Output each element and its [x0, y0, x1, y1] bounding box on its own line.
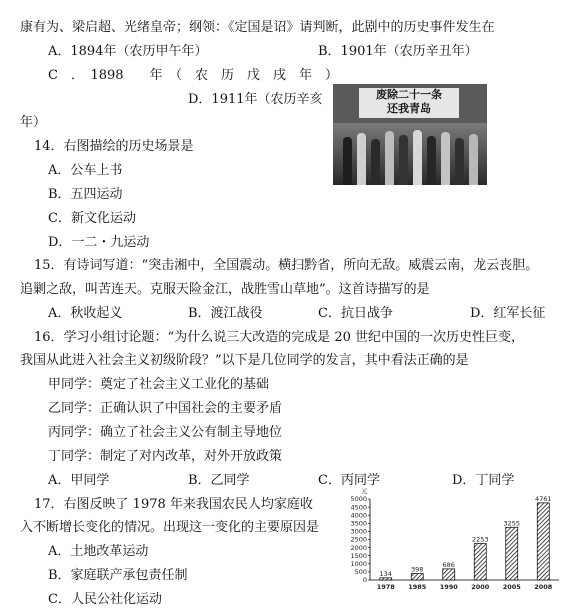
chart-x-tick-label: 1990 — [439, 583, 458, 591]
banner-line-1: 废除二十一条 — [376, 88, 442, 101]
chart-bar — [411, 574, 423, 580]
chart-data-label: 3255 — [503, 519, 521, 528]
chart-y-tick-label: 500 — [354, 568, 367, 577]
q14-option-d[interactable]: D．一二・九运动 — [48, 235, 150, 250]
chart-bar — [537, 503, 549, 580]
chart-y-tick-label: 1000 — [350, 560, 367, 568]
q14-stem: 14．右图描绘的历史场景是 — [34, 139, 194, 154]
q16-option-c[interactable]: C．丙同学 — [318, 473, 380, 488]
chart-x-tick-label: 2005 — [502, 583, 521, 591]
chart-x-tick-label: 1985 — [408, 583, 427, 591]
protest-banner — [359, 88, 459, 118]
chart-marks — [350, 495, 559, 591]
chart-x-tick-label: 2000 — [471, 583, 490, 591]
q14-option-b[interactable]: B．五四运动 — [48, 187, 123, 202]
q14-option-c[interactable]: C．新文化运动 — [48, 211, 136, 226]
q15-stem-line2: 追剿之敌，叫苦连天。克服天险金江，战胜雪山草地”。这首诗描写的是 — [20, 282, 430, 297]
q17-stem-line2: 入不断增长变化的情况。出现这一变化的主要原因是 — [20, 520, 320, 535]
may-fourth-photo — [333, 84, 487, 185]
q16-stem-line2: 我国从此进入社会主义初级阶段？”以下是几位同学的发言，其中看法正确的是 — [20, 353, 469, 368]
chart-y-tick-label: 5000 — [350, 495, 367, 504]
q13-stem-line: 康有为、梁启超、光绪皇帝；纲领：《定国是诏》请判断，此剧中的历史事件发生在 — [20, 20, 495, 35]
q13-option-d-cont: 年） — [20, 115, 47, 130]
chart-data-label: 398 — [411, 565, 424, 574]
chart-bar — [443, 569, 455, 580]
q16-statement-yi: 乙同学：正确认识了中国社会的主要矛盾 — [48, 401, 283, 416]
q16-option-b[interactable]: B．乙同学 — [188, 473, 250, 488]
q15-option-d[interactable]: D．红军长征 — [470, 306, 546, 321]
banner-line-2: 还我青岛 — [387, 102, 431, 115]
q13-option-a[interactable]: A．1894年（农历甲午年） — [48, 44, 208, 59]
chart-data-label: 2253 — [471, 535, 489, 544]
q13-option-b[interactable]: B．1901年（农历辛丑年） — [318, 44, 478, 59]
chart-data-label: 134 — [379, 569, 392, 578]
chart-bar — [506, 527, 518, 580]
chart-y-tick-label: 4500 — [350, 503, 367, 512]
q16-statement-bing: 丙同学：确立了社会主义公有制主导地位 — [48, 425, 283, 440]
chart-y-tick-label: 1500 — [350, 551, 367, 560]
q16-option-a[interactable]: A．甲同学 — [48, 473, 110, 488]
chart-bar — [474, 544, 486, 580]
q16-stem-line1: 16．学习小组讨论题：“为什么说三大改造的完成是 20 世纪中国的一次历史性巨变， — [34, 330, 524, 345]
chart-y-axis-label: 元 — [361, 487, 368, 495]
chart-data-label: 686 — [442, 560, 455, 569]
q16-statement-jia: 甲同学：奠定了社会主义工业化的基础 — [48, 377, 270, 392]
income-bar-chart-svg — [345, 485, 563, 603]
chart-y-tick-label: 4000 — [350, 511, 367, 520]
chart-x-tick-label: 2008 — [534, 583, 553, 591]
q17-option-b[interactable]: B．家庭联产承包责任制 — [48, 568, 188, 583]
chart-y-tick-label: 0 — [362, 576, 367, 585]
q15-option-b[interactable]: B．渡江战役 — [188, 306, 263, 321]
q13-option-c[interactable]: C ． 1898 年 （ 农 历 戊 戌 年 ） — [48, 68, 339, 83]
q15-stem-line1: 15．有诗词写道：“突击湘中，全国震动。横扫黔省，所向无敌。威震云南，龙云丧胆。 — [34, 258, 539, 273]
chart-y-tick-label: 3000 — [350, 527, 367, 536]
q16-statement-ding: 丁同学：制定了对内改革，对外开放政策 — [48, 449, 283, 464]
crowd — [333, 123, 487, 185]
chart-bar — [380, 578, 392, 580]
q14-option-a[interactable]: A．公车上书 — [48, 163, 123, 178]
chart-y-tick-label: 2000 — [350, 543, 367, 552]
q16-option-d[interactable]: D．丁同学 — [452, 473, 515, 488]
q17-option-c[interactable]: C．人民公社化运动 — [48, 592, 162, 607]
income-bar-chart — [345, 485, 563, 603]
chart-x-tick-label: 1978 — [376, 583, 395, 591]
q15-option-c[interactable]: C．抗日战争 — [318, 306, 393, 321]
q15-option-a[interactable]: A．秋收起义 — [48, 306, 123, 321]
chart-y-tick-label: 3500 — [350, 519, 367, 528]
q17-option-a[interactable]: A．土地改革运动 — [48, 544, 149, 559]
q17-stem-line1: 17．右图反映了 1978 年来我国农民人均家庭收 — [34, 497, 313, 512]
chart-y-tick-label: 2500 — [350, 535, 367, 544]
q13-option-d[interactable]: D．1911年（农历辛亥 — [188, 92, 323, 107]
chart-data-label: 4761 — [534, 494, 552, 503]
